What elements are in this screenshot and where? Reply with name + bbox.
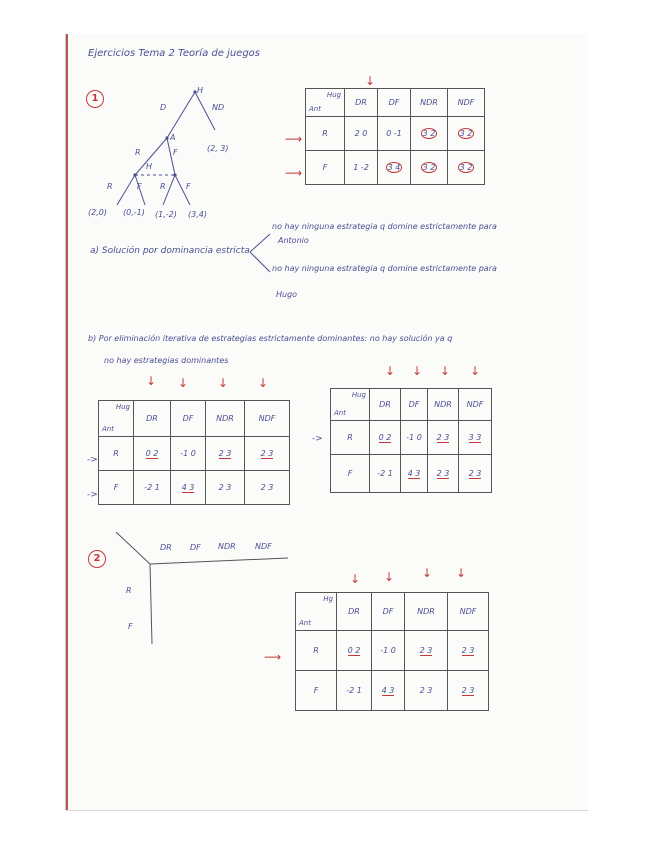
part-b-label-2: no hay estrategias dominantes: [104, 356, 229, 365]
tree-root-label: H: [197, 86, 204, 95]
matrix-corner: [306, 89, 345, 117]
part-a-label: a) Solución por dominancia estricta: [90, 246, 250, 256]
tree-a-right-label: F: [173, 148, 178, 157]
sketch-col-header: DF: [190, 543, 201, 552]
arrow-down-icon: ↓: [258, 376, 269, 390]
col-player-label: Hg: [323, 595, 333, 603]
tree-payoff-2: (0,-1): [123, 208, 145, 217]
row-header: R: [306, 117, 345, 151]
tree-payoff-1: (2,0): [88, 208, 107, 217]
sketch-col-header: DR: [160, 543, 172, 552]
row-header: F: [306, 151, 345, 185]
arrow-down-icon: ↓: [422, 566, 433, 580]
payoff-cell: 1 -2: [345, 151, 378, 185]
tree-payoff-3: (1,-2): [155, 210, 177, 219]
sketch-row-header: F: [128, 622, 133, 631]
row-player-label: Ant: [334, 409, 346, 417]
payoff-cell: 2 3: [405, 671, 448, 711]
ex1-payoff-matrix: [305, 88, 485, 185]
payoff-cell: 2 3: [405, 631, 448, 671]
arrow-down-icon: ↓: [440, 364, 451, 378]
col-header: NDF: [448, 593, 489, 631]
part-a-branch-2: no hay ninguna estrategia q domine estrictamente para: [272, 264, 497, 273]
col-header: DR: [134, 401, 171, 437]
col-player-label: Hug: [115, 403, 130, 411]
payoff-cell: 3 2: [411, 117, 448, 151]
col-header: NDF: [245, 401, 290, 437]
arrow-down-icon: ↓: [412, 364, 423, 378]
col-header: DR: [337, 593, 372, 631]
payoff-cell: 2 3: [245, 437, 290, 471]
payoff-cell: 4 3: [372, 671, 405, 711]
tree-b-left-label: R: [107, 182, 113, 191]
arrow-down-icon: ↓: [178, 376, 189, 390]
payoff-cell: 3 2: [448, 117, 485, 151]
arrow-down-icon: ↓: [470, 364, 481, 378]
payoff-cell: 2 0: [345, 117, 378, 151]
tree-b-right-label: F: [137, 182, 142, 191]
payoff-cell: 0 2: [134, 437, 171, 471]
tree-payoff-4: (3,4): [188, 210, 207, 219]
arrow-down-icon: ↓: [365, 74, 376, 88]
payoff-cell: 3 4: [378, 151, 411, 185]
row-arrow-icon: ->: [87, 490, 98, 500]
arrow-down-icon: ↓: [146, 374, 157, 388]
exercise-1-number: 1: [86, 90, 104, 108]
payoff-cell: 0 2: [370, 421, 401, 455]
row-arrow-icon: ->: [87, 455, 98, 465]
tree-info-set-label: H: [146, 162, 153, 171]
sketch-row-header: R: [126, 586, 132, 595]
payoff-cell: 3 3: [459, 421, 492, 455]
arrow-down-icon: ↓: [350, 572, 361, 586]
payoff-cell: 4 3: [171, 471, 206, 505]
payoff-cell: -2 1: [370, 455, 401, 493]
arrow-right-icon: ⟶: [285, 132, 303, 146]
payoff-cell: -2 1: [337, 671, 372, 711]
matrix-corner: [296, 593, 337, 631]
col-header: DR: [370, 389, 401, 421]
payoff-cell: 2 3: [428, 455, 459, 493]
tree-root-left-label: D: [160, 103, 167, 112]
col-header: DF: [401, 389, 428, 421]
payoff-cell: 2 3: [206, 437, 245, 471]
part-b-matrix-left: [98, 400, 290, 505]
payoff-cell: 0 -1: [378, 117, 411, 151]
arrow-down-icon: ↓: [218, 376, 229, 390]
payoff-cell: 4 3: [401, 455, 428, 493]
sketch-col-header: NDR: [218, 542, 236, 551]
tree-c-right-label: F: [186, 182, 191, 191]
col-player-label: Hug: [326, 91, 341, 99]
row-header: F: [331, 455, 370, 493]
matrix-corner: [99, 401, 134, 437]
row-player-label: Ant: [299, 619, 311, 627]
arrow-down-icon: ↓: [384, 570, 395, 584]
ex2-payoff-matrix: [295, 592, 489, 711]
row-header: R: [331, 421, 370, 455]
col-header: DF: [378, 89, 411, 117]
tree-root-right-label: ND: [212, 103, 225, 112]
col-header: NDR: [411, 89, 448, 117]
arrow-down-icon: ↓: [385, 364, 396, 378]
payoff-cell: 2 3: [206, 471, 245, 505]
row-header: R: [296, 631, 337, 671]
row-header: F: [99, 471, 134, 505]
tree-right-payoff: (2, 3): [207, 144, 229, 153]
col-header: DR: [345, 89, 378, 117]
part-a-branch-2b: Hugo: [276, 290, 298, 299]
sketch-col-header: NDF: [255, 542, 272, 551]
payoff-cell: 2 3: [459, 455, 492, 493]
payoff-cell: -1 0: [401, 421, 428, 455]
row-player-label: Ant: [309, 105, 321, 113]
payoff-cell: 0 2: [337, 631, 372, 671]
page-title: Ejercicios Tema 2 Teoría de juegos: [88, 48, 260, 59]
payoff-cell: -1 0: [171, 437, 206, 471]
row-player-label: Ant: [102, 425, 114, 433]
part-a-branch-1: no hay ninguna estrategia q domine estrictamente para: [272, 222, 497, 231]
payoff-cell: 2 3: [245, 471, 290, 505]
col-header: NDF: [459, 389, 492, 421]
col-player-label: Hug: [351, 391, 366, 399]
row-header: R: [99, 437, 134, 471]
payoff-cell: 2 3: [448, 671, 489, 711]
tree-node-a-label: A: [170, 133, 176, 142]
arrow-right-icon: ->: [312, 434, 323, 444]
col-header: DF: [372, 593, 405, 631]
col-header: NDF: [448, 89, 485, 117]
tree-a-left-label: R: [135, 148, 141, 157]
arrow-right-icon: ⟶: [285, 166, 303, 180]
col-header: NDR: [405, 593, 448, 631]
col-header: DF: [171, 401, 206, 437]
part-b-matrix-right: [330, 388, 492, 493]
col-header: NDR: [206, 401, 245, 437]
exercise-2-number: 2: [88, 550, 106, 568]
payoff-cell: 2 3: [448, 631, 489, 671]
tree-c-left-label: R: [160, 182, 166, 191]
matrix-corner: [331, 389, 370, 421]
payoff-cell: 3 2: [448, 151, 485, 185]
arrow-right-icon: ⟶: [264, 650, 282, 664]
arrow-down-icon: ↓: [456, 566, 467, 580]
payoff-cell: -2 1: [134, 471, 171, 505]
payoff-cell: -1 0: [372, 631, 405, 671]
part-b-label: b) Por eliminación iterativa de estrategias estrictamente dominantes: no hay solución ya q: [88, 334, 453, 343]
payoff-cell: 2 3: [428, 421, 459, 455]
part-a-branch-1b: Antonio: [278, 236, 309, 245]
payoff-cell: 3 2: [411, 151, 448, 185]
col-header: NDR: [428, 389, 459, 421]
row-header: F: [296, 671, 337, 711]
